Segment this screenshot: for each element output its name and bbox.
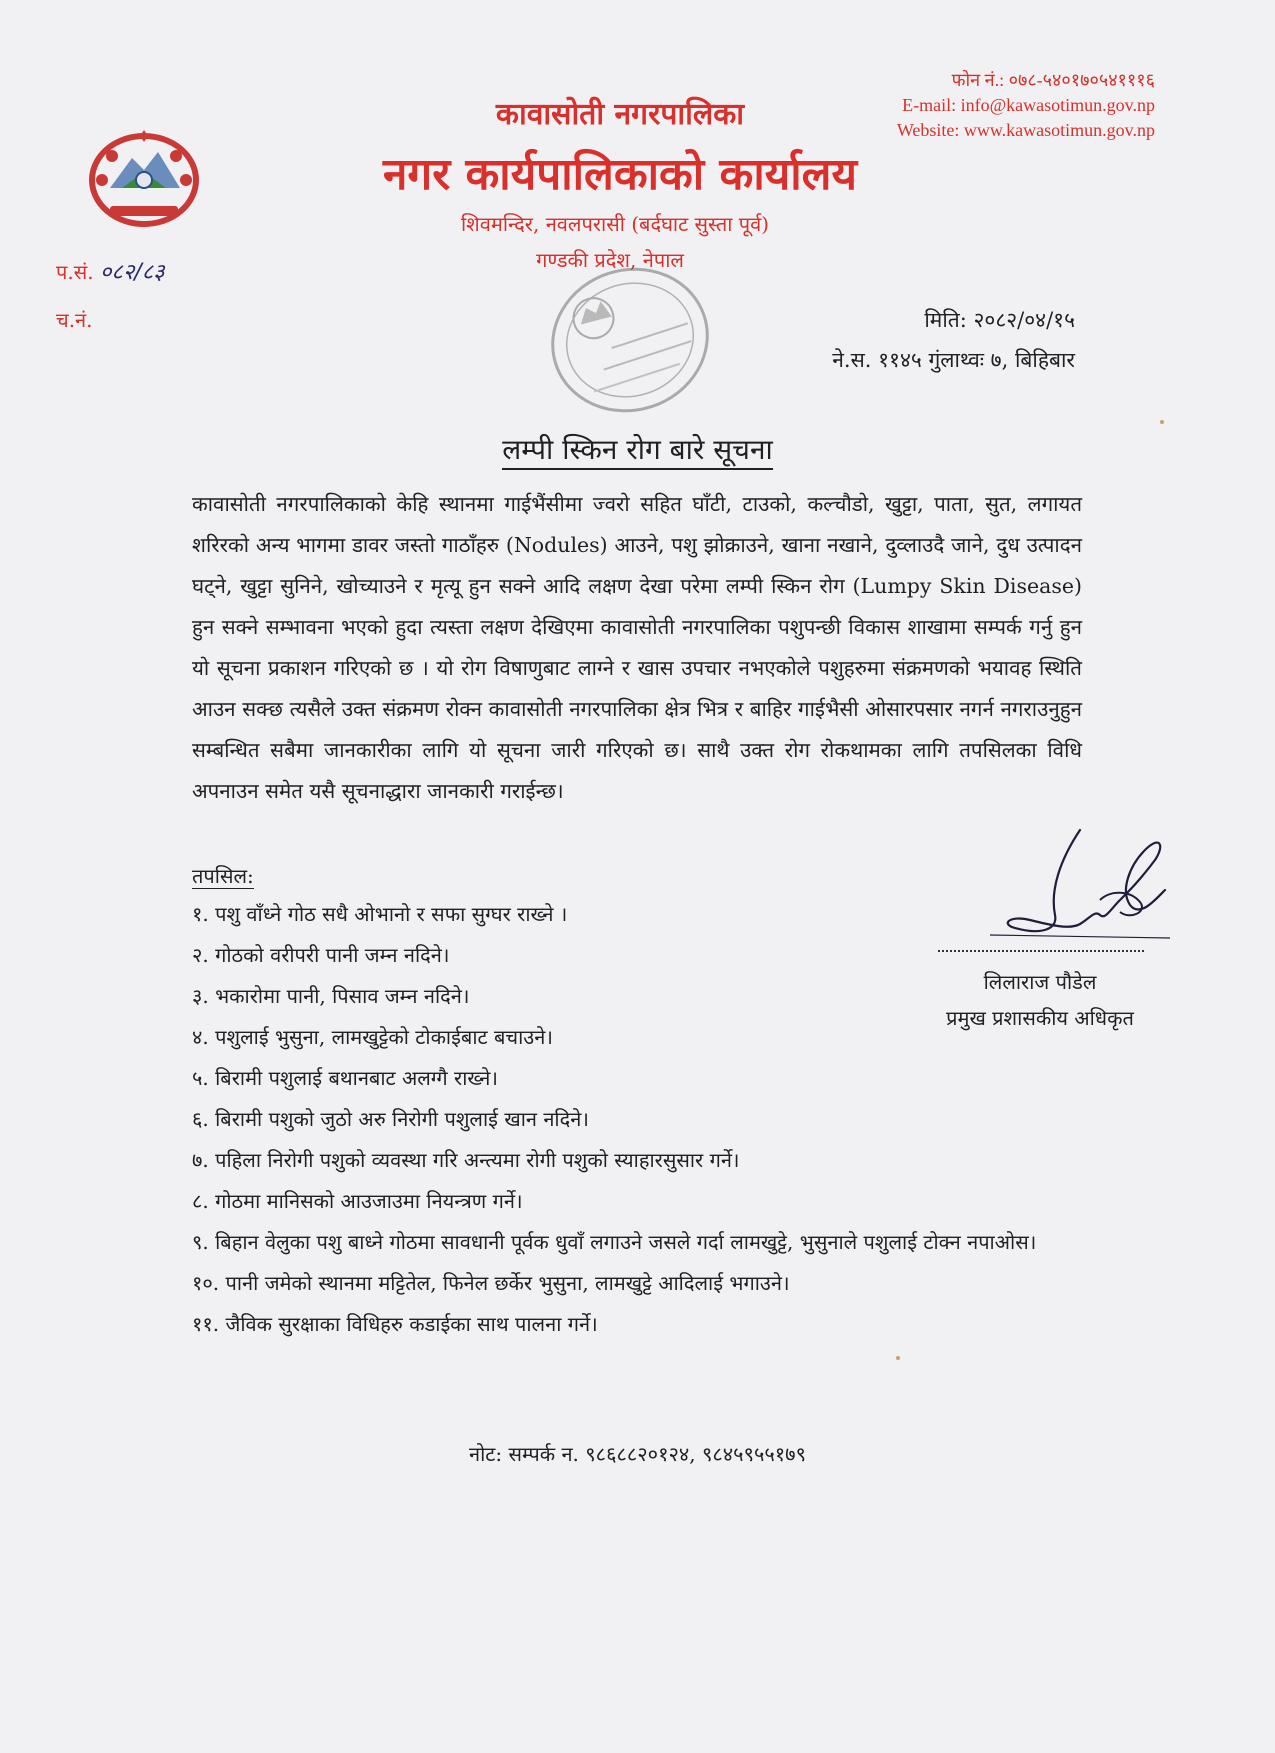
signature-icon (980, 820, 1180, 950)
list-item: ६. बिरामी पशुको जुठो अरु निरोगी पशुलाई खान नदिने। (192, 1107, 589, 1131)
list-item: ५. बिरामी पशुलाई बथानबाट अलग्गै राख्ने। (192, 1066, 498, 1090)
paper-speck (896, 1356, 900, 1360)
measures-list (192, 894, 1082, 1345)
list-heading-text: तपसिल: (192, 864, 254, 888)
office-province: गण्डकी प्रदेश, नेपाल (536, 248, 684, 272)
signatory-title: प्रमुख प्रशासकीय अधिकृत (946, 1006, 1134, 1030)
signature-line (938, 950, 1144, 952)
reference-ps (56, 256, 165, 286)
date-block (832, 300, 1075, 380)
list-item: ७. पहिला निरोगी पशुको व्यवस्था गरि अन्त्यमा रोगी पशुको स्याहारसुसार गर्ने। (192, 1148, 740, 1172)
contact-note: नोट: सम्पर्क न. ९८६८८२०१२४, ९८४५९५५१७९ (469, 1442, 806, 1466)
email-address: E-mail: info@kawasotimun.gov.np (902, 95, 1155, 115)
office-address: शिवमन्दिर, नवलपरासी (बर्दघाट सुस्ता पूर्व) (460, 212, 770, 236)
date-nepal-sambat: ने.स. ११४५ गुंलाथ्वः ७, बिहिबार (832, 348, 1075, 372)
list-item: १. पशु वाँध्ने गोठ सधै ओभानो र सफा सुग्घर राख्ने । (192, 902, 568, 926)
reference-cn (56, 306, 93, 333)
list-item: १०. पानी जमेको स्थानमा मट्टितेल, फिनेल छर्केर भुसुना, लामखुट्टे आदिलाई भगाउने। (192, 1271, 790, 1295)
phone-number: फोन नं.: ०७८-५४०१७०५४१११६ (951, 70, 1155, 90)
office-name: नगर कार्यपालिकाको कार्यालय (383, 149, 857, 200)
paper-speck (1160, 420, 1164, 424)
list-item: ८. गोठमा मानिसको आउजाउमा नियन्त्रण गर्ने। (192, 1189, 523, 1213)
office-stamp-icon (540, 252, 720, 427)
nepal-emblem-icon (82, 128, 206, 232)
list-item: २. गोठको वरीपरी पानी जम्न नदिने। (192, 943, 450, 967)
list-item: ४. पशुलाई भुसुना, लामखुट्टेको टोकाईबाट बचाउने। (192, 1025, 553, 1049)
signatory-name: लिलाराज पौडेल (983, 970, 1097, 994)
notice-title (0, 430, 1275, 468)
ps-value: ०८२/८३ (99, 260, 165, 285)
ps-label: प.सं. (56, 260, 94, 284)
website-address: Website: www.kawasotimun.gov.np (896, 120, 1155, 140)
cn-label: च.नं. (56, 308, 93, 332)
date-miti: मिति: २०८२/०४/१५ (924, 308, 1075, 332)
list-heading (192, 862, 254, 889)
notice-body: कावासोती नगरपालिकाको केहि स्थानमा गाईभैंसीमा ज्वरो सहित घाँटी, टाउको, कल्चौडो, खुट्टा, पाता, सुत, लगायत शरिरको अन्य भागमा डावर जस्तो गाठाँहरु (Nodules) आउने, पशु झोक्राउने, खाना नखाने, दुव्लाउदै जाने, दुध उत्पादन घट्ने, खुट्टा सुनिने, खोच्याउने र मृत्यू हुन सक्ने आदि लक्षण देखा परेमा लम्पी स्किन रोग (Lumpy Skin Disease) हुन सक्ने सम्भावना भएको हुदा त्यस्ता लक्षण देखिएमा कावासोती नगरपालिका पशुपन्छी विकास शाखामा सम्पर्क गर्नु हुन यो सूचना प्रकाशन गरिएको छ । यो रोग विषाणुबाट लाग्ने र खास उपचार नभएकोले पशुहरुमा संक्रमणको भयावह स्थिति आउन सक्छ त्यसैले उक्त संक्रमण रोक्न कावासोती नगरपालिका क्षेत्र भित्र र बाहिर गाईभैसी ओसारपसार नगर्न नगराउनुहुन सम्बन्धित सबैमा जानकारीका लागि यो सूचना जारी गरिएको छ। साथै उक्त रोग रोकथामका लागि तपसिलका विधि अपनाउन समेत यसै सूचनाद्धारा जानकारी गराईन्छ। (192, 492, 1082, 803)
list-item: ११. जैविक सुरक्षाका विधिहरु कडाईका साथ पालना गर्ने। (192, 1312, 598, 1336)
list-item: ९. बिहान वेलुका पशु बाध्ने गोठमा सावधानी पूर्वक धुवाँ लगाउने जसले गर्दा लामखुट्टे, भुसुनाले पशुलाई टोक्न नपाओस। (192, 1230, 1037, 1254)
list-item: ३. भकारोमा पानी, पिसाव जम्न नदिने। (192, 984, 470, 1008)
municipality-name: कावासोती नगरपालिका (495, 97, 745, 132)
contact-block (897, 68, 1155, 143)
notice-title-text: लम्पी स्किन रोग बारे सूचना (502, 433, 773, 470)
